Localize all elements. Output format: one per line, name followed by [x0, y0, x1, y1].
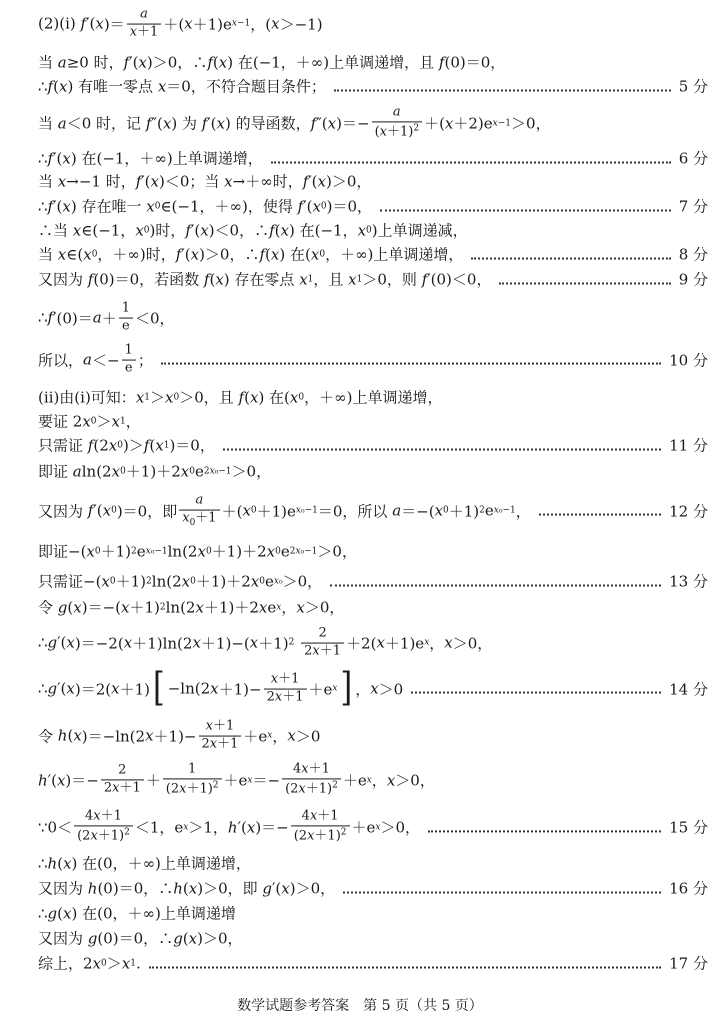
- leader-dots: [161, 363, 661, 365]
- leader-dots: [499, 282, 670, 284]
- leader-dots: [411, 692, 661, 694]
- score-label: 7 分: [678, 197, 708, 216]
- score-label: 12 分: [669, 502, 708, 521]
- math-expression: 又因为 f (0)＝0，若函数 f ( x ) 存在零点 x 1 ，且 x 1 ＞0，则 f ′(0)＜0，: [38, 270, 492, 289]
- solution-line-14: [38, 411, 708, 432]
- leader-dots: [343, 891, 661, 893]
- score-label: 11 分: [669, 436, 708, 455]
- solution-line-27: [38, 878, 708, 899]
- leader-dots: [539, 514, 661, 516]
- solution-line-16: [38, 461, 708, 482]
- math-expression: 令 h ( x )＝−ln(2 x ＋1)− $\frac{x+1}{2x+1}$ ＋e x ， x ＞0: [38, 718, 321, 752]
- score-label: 16 分: [669, 879, 708, 898]
- score-label: 8 分: [678, 245, 708, 264]
- leader-dots: [380, 209, 671, 211]
- leader-dots: [334, 89, 671, 91]
- math-expression: 又因为 h (0)＝0，∴ h ( x )＞0，即 g ′( x )＞0，: [38, 879, 336, 898]
- leader-dots: [223, 448, 661, 450]
- solution-line-29: [38, 928, 708, 949]
- solution-line-2: [38, 52, 708, 73]
- solution-line-19: [38, 571, 708, 592]
- score-label: 10 分: [669, 351, 708, 370]
- score-label: 14 分: [669, 680, 708, 699]
- solution-line-23: [38, 720, 708, 753]
- solution-line-21: [38, 627, 708, 660]
- solution-line-11: [38, 302, 708, 335]
- leader-dots: [330, 584, 661, 586]
- solution-line-1: [38, 8, 708, 41]
- solution-line-7: [38, 196, 708, 217]
- solution-line-18: [38, 541, 708, 562]
- solution-line-10: [38, 269, 708, 290]
- math-expression: ∴ f ′( x ) 在(−1，＋∞)上单调递增，: [38, 149, 263, 168]
- solution-line-12: [38, 344, 708, 377]
- math-expression: ∵0＜ $\frac{4x+1}{(2x+1)^2}$ ＜1，e x ＞1， h ′( x )＝− $\frac{4x+1}{(2x+1)^2}$ ＋e x ＞0，: [38, 808, 421, 844]
- math-expression: 只需证−( x 0 ＋1) 2 ln(2 x 0 ＋1)＋2 x 0 e x₀ ＞0，: [38, 572, 323, 591]
- leader-dots: [271, 161, 671, 163]
- solution-line-5: [38, 148, 708, 169]
- math-expression: ∴ g ′( x )＝−2( x ＋1)ln(2 x ＋1)−( x ＋1) 2 $\frac{2}{2x+1}$ ＋2( x ＋1)e x ， x ＞0，: [38, 625, 493, 659]
- math-expression: 当 x ∈( x 0 ，＋∞)时， f ′( x )＞0，∴ f ( x ) 在( x 0 ，＋∞)上单调递增，: [38, 245, 464, 264]
- math-expression: 令 g ( x )＝−( x ＋1) 2 ln(2 x ＋1)＋2 x e x ， x ＞0，: [38, 598, 345, 617]
- solution-line-15: [38, 435, 708, 456]
- solution-line-26: [38, 853, 708, 874]
- math-expression: 当 a ≥0 时， f ′( x )＞0，∴ f ( x ) 在(−1，＋∞)上单调递增，且 f (0)＝0，: [38, 53, 506, 72]
- solution-line-24: [38, 762, 708, 797]
- solution-line-3: [38, 76, 708, 97]
- math-expression: 综上，2 x 0 ＞ x 1 .: [38, 954, 141, 973]
- page-footer: 数学试题参考答案 第 5 页（共 5 页）: [237, 998, 483, 1014]
- solution-line-20: [38, 597, 708, 618]
- solution-line-17: [38, 494, 708, 529]
- math-expression: 只需证 f (2 x 0 )＞ f ( x 1 )＝0，: [38, 436, 215, 455]
- score-label: 13 分: [669, 572, 708, 591]
- score-label: 6 分: [678, 149, 708, 168]
- leader-dots: [149, 966, 661, 968]
- math-expression: ∴ f ′(0)＝ a ＋ $\frac{1}{e}$ ＜0，: [38, 300, 175, 334]
- solution-line-25: [38, 809, 708, 844]
- solution-line-28: [38, 903, 708, 924]
- math-expression: ∴ g ′( x )＝2( x ＋1) [ −ln(2 x ＋1)− $\frac{x+1}{2x+1}$ ＋e x ] ， x ＞0: [38, 665, 404, 712]
- solution-line-4: [38, 105, 708, 140]
- math-expression: ∴当 x ∈(−1， x 0 )时， f ′( x )＜0，∴ f ( x ) 在(−1， x 0 )上单调递减，: [38, 221, 468, 240]
- solution-line-8: [38, 220, 708, 241]
- math-expression: 当 x →−1 时， f ′( x )＜0；当 x →＋∞时， f ′( x )＞0，: [38, 172, 372, 191]
- solution-line-9: [38, 244, 708, 265]
- math-expression: 要证 2 x 0 ＞ x 1 ，: [38, 412, 141, 431]
- math-expression: 又因为 g (0)＝0，∴ g ( x )＞0，: [38, 929, 243, 948]
- solution-line-30: [38, 953, 708, 974]
- math-expression: ∴ h ( x ) 在(0，＋∞)上单调递增，: [38, 854, 251, 873]
- solution-line-13: [38, 387, 708, 408]
- math-expression: 即证−( x 0 ＋1) 2 e x₀−1 ln(2 x 0 ＋1)＋2 x 0 e 2x₀−1 ＞0，: [38, 542, 357, 561]
- score-label: 5 分: [678, 77, 708, 96]
- leader-dots: [428, 830, 661, 832]
- score-label: 17 分: [669, 954, 708, 973]
- math-expression: (2)(ⅰ) f ′( x )＝ $\frac{a}{x+1}$ ＋( x ＋1)e x−1 ，( x ＞−1): [38, 6, 323, 40]
- score-label: 9 分: [678, 270, 708, 289]
- leader-dots: [471, 257, 670, 259]
- math-expression: 所以， a ＜− $\frac{1}{e}$ ；: [38, 342, 153, 376]
- solution-line-22: [38, 665, 708, 712]
- math-expression: (ⅱ)由(ⅰ)可知： x 1 ＞ x 0 ＞0，且 f ( x ) 在( x 0 ，＋∞)上单调递增，: [38, 388, 443, 407]
- math-expression: 即证 a ln(2 x 0 ＋1)＋2 x 0 e 2x₀−1 ＞0，: [38, 462, 272, 481]
- solution-line-6: [38, 171, 708, 192]
- math-expression: 又因为 f ′( x 0 )＝0，即 $\frac{a}{x_0+1}$ ＋( x 0 ＋1)e x₀−1 ＝0，所以 a ＝−( x 0 ＋1) 2 e x₀−1 ，: [38, 492, 531, 529]
- score-label: 15 分: [669, 818, 708, 837]
- math-expression: ∴ f ( x ) 有唯一零点 x ＝0，不符合题目条件；: [38, 77, 326, 96]
- math-expression: 当 a ＜0 时，记 f ″( x ) 为 f ′( x ) 的导函数， f ″( x )＝− $\frac{a}{(x+1)^2}$ ＋( x ＋2)e x−1 ＞0，: [38, 104, 551, 140]
- math-expression: ∴ f ′( x ) 存在唯一 x 0 ∈(−1，＋∞)，使得 f ′( x 0 )＝0，: [38, 197, 373, 216]
- math-expression: h ′( x )＝− $\frac{2}{2x+1}$ ＋ $\frac{1}{(2x+1)^2}$ ＋e x ＝− $\frac{4x+1}{(2x+1)^2}$ ＋e x ， x ＞0，: [38, 761, 435, 797]
- math-expression: ∴ g ( x ) 在(0，＋∞)上单调递增: [38, 904, 236, 923]
